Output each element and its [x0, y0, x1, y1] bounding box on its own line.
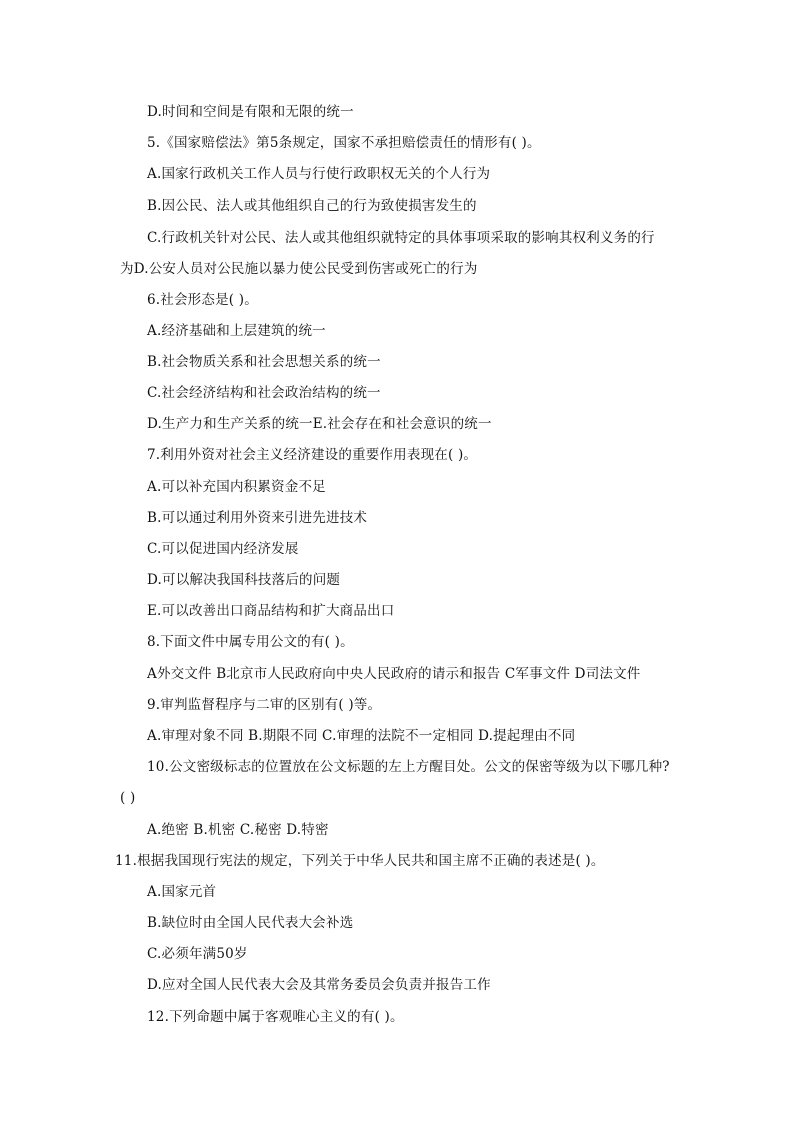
text-line: D.时间和空间是有限和无限的统一 [147, 104, 354, 120]
option-line: A.国家行政机关工作人员与行使行政职权无关的个人行为 [147, 166, 491, 182]
option-line: A.审理对象不同 B.期限不同 C.审理的法院不一定相同 D.提起理由不同 [147, 728, 576, 744]
option-line: D.生产力和生产关系的统一E.社会存在和社会意识的统一 [147, 416, 492, 432]
option-line: D.可以解决我国科技落后的问题 [147, 572, 341, 588]
answer-blank: ( ) [120, 790, 136, 806]
option-line: C.必须年满50岁 [147, 946, 248, 962]
question-12: 12.下列命题中属于客观唯心主义的有( )。 [147, 1009, 404, 1025]
option-line: B.可以通过利用外资来引进先进技术 [147, 510, 368, 526]
option-line: A外交文件 B北京市人民政府向中央人民政府的请示和报告 C军事文件 D司法文件 [147, 666, 641, 682]
question-5: 5.《国家赔偿法》第5条规定，国家不承担赔偿责任的情形有( )。 [147, 135, 541, 151]
option-line: A.国家元首 [147, 884, 217, 900]
option-line: A.绝密 B.机密 C.秘密 D.特密 [147, 822, 329, 838]
option-line: C.社会经济结构和社会政治结构的统一 [147, 385, 381, 401]
option-line: C.可以促进国内经济发展 [147, 541, 299, 557]
question-7: 7.利用外资对社会主义经济建设的重要作用表现在( )。 [147, 447, 478, 463]
question-9: 9.审判监督程序与二审的区别有( )等。 [147, 697, 382, 713]
option-line: B.社会物质关系和社会思想关系的统一 [147, 354, 381, 370]
option-line: A.可以补充国内积累资金不足 [147, 479, 326, 495]
option-line: D.应对全国人民代表大会及其常务委员会负责并报告工作 [147, 977, 491, 993]
option-line: B.因公民、法人或其他组织自己的行为致使损害发生的 [147, 198, 477, 214]
option-line: B.缺位时由全国人民代表大会补选 [147, 915, 354, 931]
question-11: 11.根据我国现行宪法的规定，下列关于中华人民共和国主席不正确的表述是( )。 [115, 853, 605, 869]
option-line: C.行政机关针对公民、法人或其他组织就特定的具体事项采取的影响其权利义务的行 [147, 230, 655, 246]
option-line: 为D.公安人员对公民施以暴力使公民受到伤害或死亡的行为 [120, 261, 478, 277]
option-line: A.经济基础和上层建筑的统一 [147, 323, 326, 339]
question-6: 6.社会形态是( )。 [147, 292, 258, 308]
question-8: 8.下面文件中属专用公文的有( )。 [147, 634, 354, 650]
question-10: 10.公文密级标志的位置放在公文标题的左上方醒目处。公文的保密等级为以下哪几种? [147, 759, 670, 775]
option-line: E.可以改善出口商品结构和扩大商品出口 [147, 603, 395, 619]
